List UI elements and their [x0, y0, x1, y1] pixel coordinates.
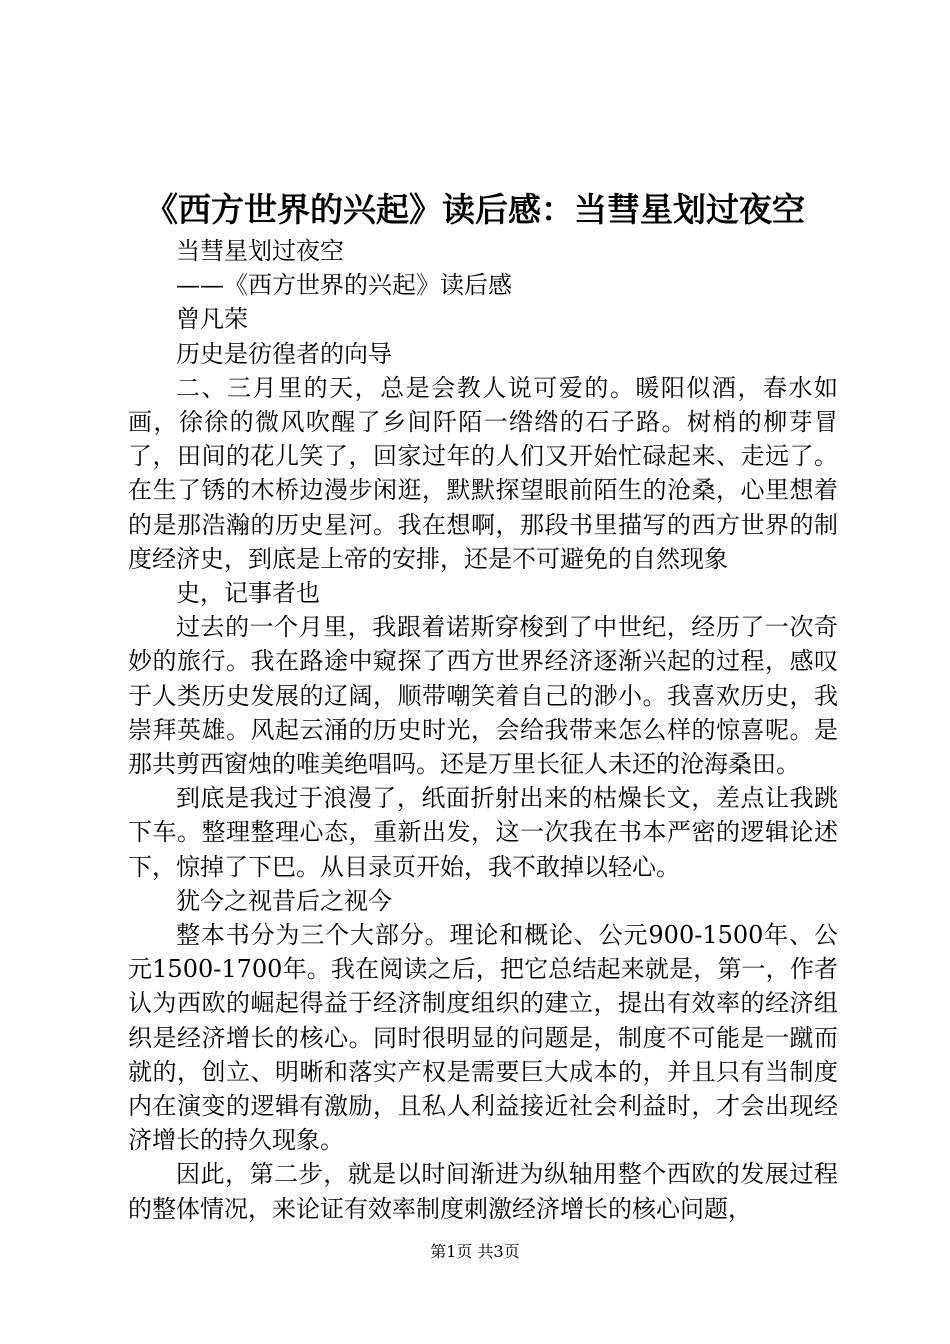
page-footer: 第1页 共3页	[430, 1242, 520, 1261]
body-paragraph: 到底是我过于浪漫了，纸面折射出来的枯燥长文，差点让我跳下车。整理整理心态，重新出发，这一次我在书本严密的逻辑论述下，惊掉了下巴。从目录页开始，我不敢掉以轻心。	[128, 784, 838, 881]
subtitle-line: 当彗星划过夜空	[176, 237, 344, 265]
body-paragraph: 整本书分为三个大部分。理论和概论、公元900-1500年、公元1500-1700年。我在阅读之后，把它总结起来就是，第一，作者认为西欧的崛起得益于经济制度组织的建立，提出有效率的经济组织是经济增长的核心。同时很明显的问题是，制度不可能是一蹴而就的，创立、明晰和落实产权是需要巨大成本的，并且只有当制度内在演变的逻辑有激励，且私人利益接近社会利益时，才会出现经济增长的持久现象。	[128, 921, 838, 1155]
body-paragraph: 过去的一个月里，我跟着诺斯穿梭到了中世纪，经历了一次奇妙的旅行。我在路途中窥探了西方世界经济逐渐兴起的过程，感叹于人类历史发展的辽阔，顺带嘲笑着自己的渺小。我喜欢历史，我崇拜英雄。风起云涌的历史时光，会给我带来怎么样的惊喜呢。是那共剪西窗烛的唯美绝唱吗。还是万里长征人未还的沧海桑田。	[128, 613, 838, 779]
document-title: 《西方世界的兴起》读后感：当彗星划过夜空	[145, 190, 805, 229]
body-paragraph: 二、三月里的天，总是会教人说可爱的。暖阳似酒，春水如画，徐徐的微风吹醒了乡间阡陌一绺绺的石子路。树梢的柳芽冒了，田间的花儿笑了，回家过年的人们又开始忙碌起来、走远了。在生了锈的木桥边漫步闲逛，默默探望眼前陌生的沧桑，心里想着的是那浩瀚的历史星河。我在想啊，那段书里描写的西方世界的制度经济史，到底是上帝的安排，还是不可避免的自然现象	[128, 373, 838, 573]
body-paragraph: 因此，第二步，就是以时间渐进为纵轴用整个西欧的发展过程的整体情况，来论证有效率制度刺激经济增长的核心问题，	[128, 1160, 838, 1223]
section-heading: 史，记事者也	[176, 579, 320, 608]
section-heading: 犹今之视昔后之视今	[176, 886, 392, 915]
author-line: 曾凡荣	[176, 305, 248, 334]
section-heading: 历史是彷徨者的向导	[176, 339, 392, 368]
document-body	[128, 234, 838, 1226]
subtitle-dash-line: ——《西方世界的兴起》读后感	[176, 271, 512, 300]
